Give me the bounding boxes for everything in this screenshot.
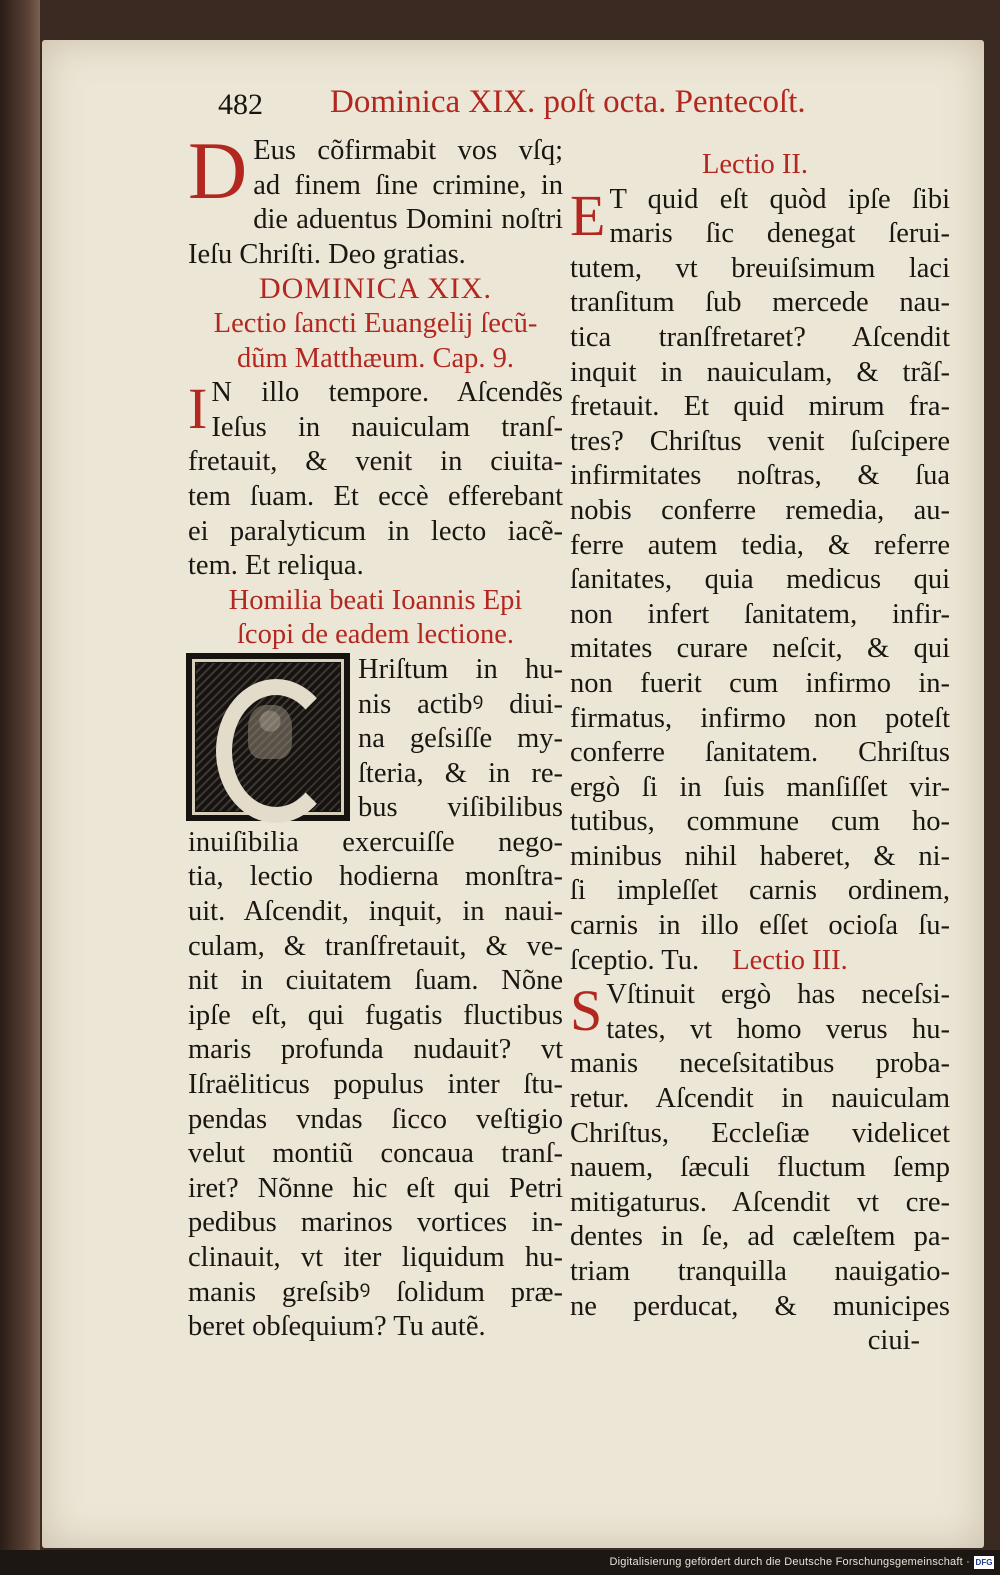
text-line: Ieſus in nauiculam tranſ- [211,411,563,443]
text-line: tres? Chriſtus venit ſuſcipere [570,425,950,457]
text-line: na geſsiſſe my- [358,723,563,755]
text-line: clinauit, vt iter liquidum hu- [188,1242,563,1273]
text-line: dentes in ſe, ad cæleſtem pa- [570,1221,950,1253]
text-line: tica tranſfretaret? Aſcendit [570,321,950,353]
text-line: maris ſic denegat ſerui- [609,218,950,250]
text-line: tutibus, commune cum ho- [570,806,950,838]
text-line: ſi impleſſet carnis ordinem, [570,875,950,907]
text-line-with-heading [570,944,950,979]
homily-text [188,653,563,1345]
lectio-heading-line: dũm Matthæum. Cap. 9. [236,342,515,374]
page-number: 482 [218,88,263,121]
text-line: pedibus marinos vortices in- [188,1207,563,1239]
catchword: ciui- [867,1325,920,1357]
text-line: infirmitates noſtras, & ſua [570,460,950,492]
text-line: non infert ſanitatem, infir- [570,598,950,630]
text-line: inquit in nauiculam, & trãſ- [570,356,950,388]
text-line: iret? Nõnne hic eſt qui Petri [188,1172,563,1204]
sunday-heading: DOMINICA XIX. [259,272,492,306]
text-line: culam, & tranſfretauit, & ve- [188,930,563,962]
lectio-ii-text [570,183,950,979]
text-line: Hriſtum in hu- [358,653,563,685]
text-line: ad finem ſine crimine, in [253,169,563,201]
scan-binding-edge [0,0,40,1575]
text-line: conferre ſanitatem. Chriſtus [570,737,950,769]
text-line: velut montiũ concaua tranſ- [188,1138,563,1170]
lectio-heading-line: Lectio ſancti Euangelij ſecũ- [213,307,538,339]
epistle-ending [188,125,563,272]
running-head [218,84,918,130]
gospel-text [188,376,563,584]
text-line: manis neceſsitatibus proba- [570,1048,950,1080]
drop-initial-i: I [188,376,208,442]
text-line: ſteria, & in re- [358,757,563,789]
text-line: mitates curare neſcit, & qui [570,633,950,665]
text-line: die aduentus Domini noſtri [253,204,563,236]
text-line: fretauit, & venit in ciuita- [188,446,563,478]
text-line: tranſitum ſub mercede nau- [570,287,950,319]
text-line: tutem, vt breuiſsimum laci [570,252,950,284]
text-line: tia, lectio hodierna monſtra- [188,861,563,893]
text-line: ei paralyticum in lecto iacẽ- [188,515,563,547]
text-line: Chriſtus, Eccleſiæ videlicet [570,1117,950,1149]
text-line: ferre autem tedia, & referre [570,529,950,561]
text-line: Eus cõfirmabit vos vſq; [253,135,563,166]
footer-credit: Digitalisierung gefördert durch die Deutsche Forschungsgemeinschaft · [609,1556,970,1568]
text-line: maris profunda nudauit? vt [188,1034,563,1066]
homily-heading-line: Homilia beati Ioannis Epi [228,584,523,616]
text-line: minibus nihil haberet, & ni- [570,840,950,872]
lectio-iii-heading: Lectio III. [732,944,848,976]
drop-initial-d: D [188,125,248,216]
text-line: T quid eſt quòd ipſe ſibi [609,183,950,215]
text-line: ſanitates, quia medicus qui [570,564,950,596]
text-line: nit in ciuitatem ſuam. Nõne [188,965,563,997]
text-line: Vſtinuit ergò has neceſsi- [606,979,950,1011]
dfg-logo-icon: DFG [975,1558,993,1567]
text-line: uit. Aſcendit, inquit, in naui- [188,896,563,928]
text-line: tem. Et reliqua. [188,550,364,582]
text-line: bus viſibilibus [358,792,563,824]
woodcut-figure [248,705,292,759]
lectio-ii-heading: Lectio II. [702,149,809,180]
drop-initial-e: E [570,182,606,248]
text-line: fretauit. Et quid mirum fra- [570,391,950,423]
text-line: nobis conferre remedia, au- [570,494,950,526]
text-line: firmatus, infirmo non poteſt [570,702,950,734]
text-line: ne perducat, & municipes [570,1290,950,1322]
text-line: inuiſibilia exercuiſſe nego- [188,826,563,858]
text-line: manis greſsibꝰ ſolidum præ- [188,1276,563,1308]
text-line: beret obſequium? Tu autẽ. [188,1311,486,1343]
text-line: pendas vndas ſicco veſtigio [188,1103,563,1135]
text-line: nis actibꝰ diui- [358,688,563,720]
homily-heading-line: ſcopi de eadem lectione. [237,619,514,651]
text-line: ipſe eſt, qui fugatis fluctibus [188,999,563,1031]
text-line: ſceptio. Tu. [570,944,700,976]
woodcut-initial-c [186,653,350,821]
lectio-iii-text [570,978,950,1359]
text-line: mitigaturus. Aſcendit vt cre- [570,1186,950,1218]
text-line: Iſraëliticus populus inter ſtu- [188,1069,563,1101]
text-line: ergò ſi in ſuis manſiſſet vir- [570,771,950,803]
text-line: N illo tempore. Aſcendẽs [211,377,563,409]
text-line: nauem, ſæculi fluctum ſemp [570,1152,950,1184]
left-column [188,125,563,1345]
right-column [570,148,950,1359]
text-line: carnis in illo eſſet ocioſa ſu- [570,910,950,942]
drop-initial-s: S [570,978,603,1044]
text-line: retur. Aſcendit in nauiculam [570,1083,950,1115]
text-line: non fuerit cum infirmo in- [570,667,950,699]
running-title: Dominica XIX. poſt octa. Pentecoſt. [330,84,806,120]
text-line: triam tranquilla nauigatio- [570,1256,950,1287]
text-line: tem ſuam. Et eccè efferebant [188,480,563,512]
text-line: tates, vt homo verus hu- [606,1013,950,1045]
text-line: Ieſu Chriſti. Deo gratias. [188,238,466,270]
